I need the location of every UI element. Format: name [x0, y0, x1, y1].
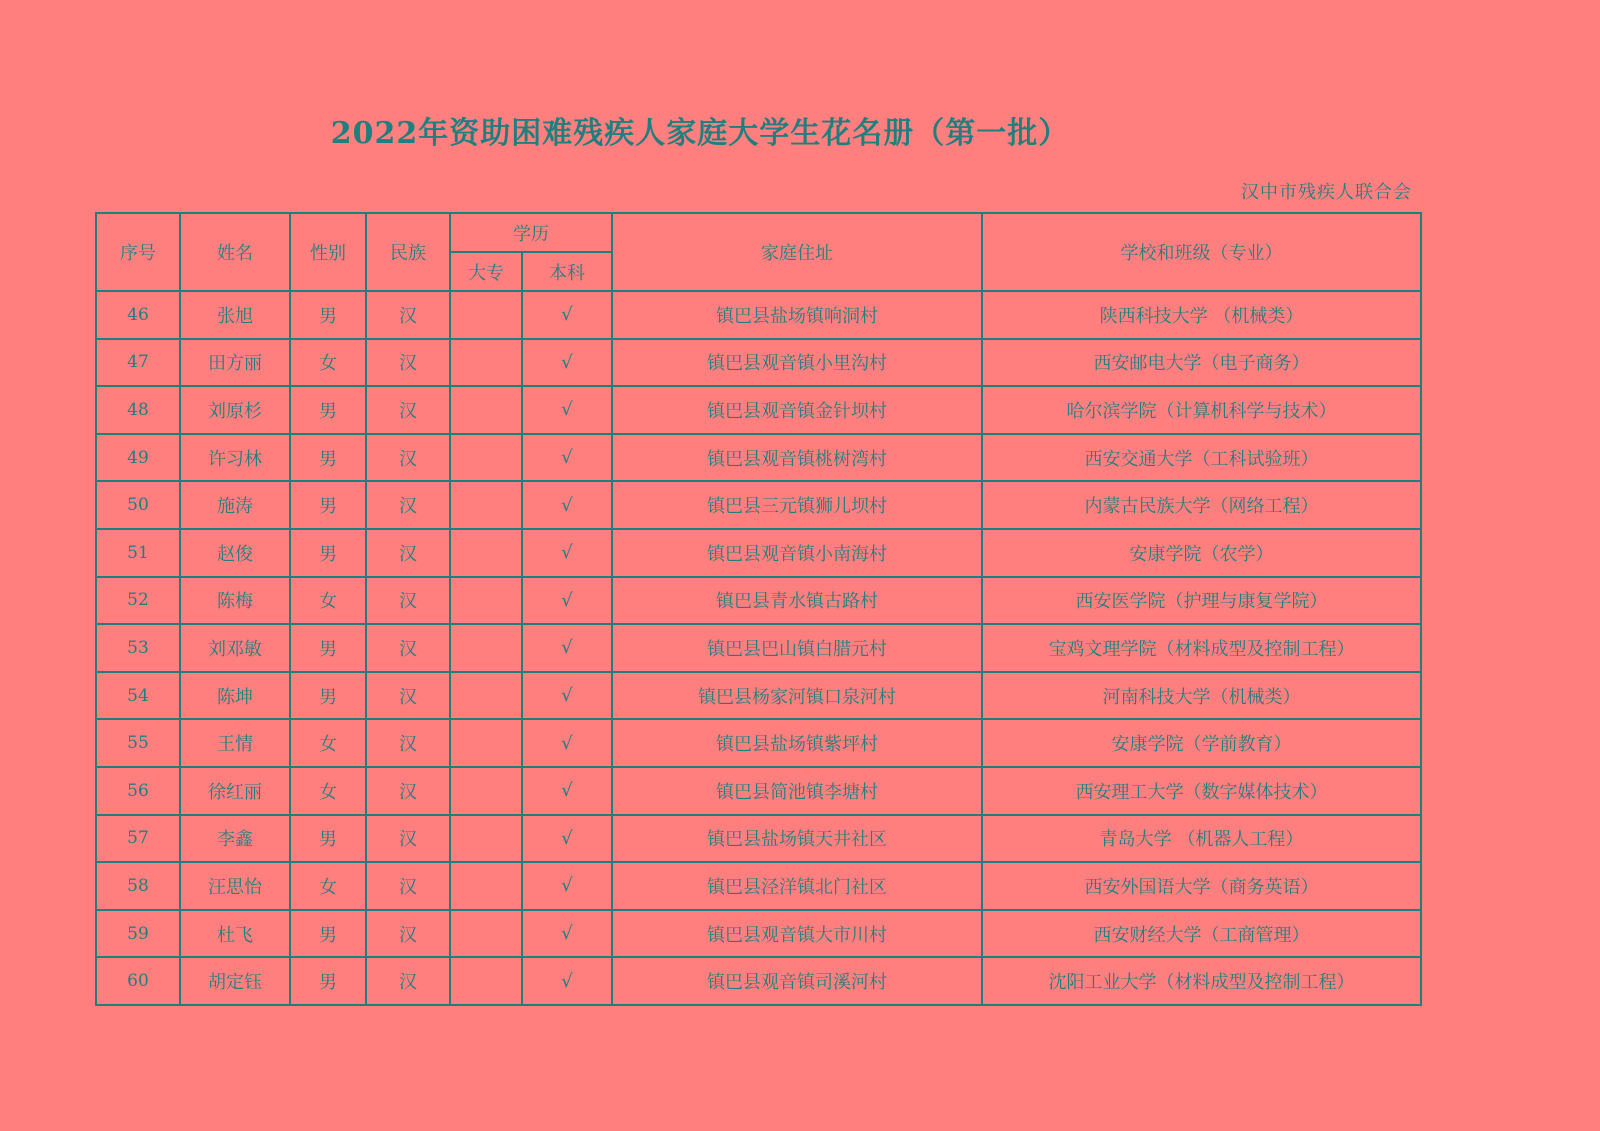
table-row: [96, 481, 1421, 529]
table-row: [96, 862, 1421, 910]
cell-undergraduate: √: [522, 862, 612, 910]
table-row: [96, 339, 1421, 387]
cell-school: 宝鸡文理学院（材料成型及控制工程）: [982, 624, 1421, 672]
cell-ethnicity: 汉: [366, 910, 450, 958]
table-row: [96, 624, 1421, 672]
cell-junior-college: [450, 481, 522, 529]
cell-index: 59: [96, 910, 180, 958]
cell-school: 西安邮电大学（电子商务）: [982, 339, 1421, 387]
table-row: [96, 719, 1421, 767]
cell-address: 镇巴县巴山镇白腊元村: [612, 624, 982, 672]
cell-ethnicity: 汉: [366, 386, 450, 434]
cell-index: 53: [96, 624, 180, 672]
cell-junior-college: [450, 386, 522, 434]
cell-gender: 男: [290, 291, 366, 339]
cell-ethnicity: 汉: [366, 672, 450, 720]
student-roster-table: [95, 212, 1422, 1006]
cell-name: 张旭: [180, 291, 290, 339]
cell-name: 李鑫: [180, 815, 290, 863]
cell-school: 西安外国语大学（商务英语）: [982, 862, 1421, 910]
cell-undergraduate: √: [522, 672, 612, 720]
cell-name: 陈梅: [180, 577, 290, 625]
table-row: [96, 386, 1421, 434]
organization-name: 汉中市残疾人联合会: [1241, 182, 1412, 203]
table-row: [96, 910, 1421, 958]
table-header-row: [96, 213, 1421, 252]
cell-index: 47: [96, 339, 180, 387]
cell-index: 48: [96, 386, 180, 434]
cell-gender: 男: [290, 815, 366, 863]
page-title: 2022年资助困难残疾人家庭大学生花名册（第一批）: [330, 116, 1070, 151]
cell-address: 镇巴县观音镇小南海村: [612, 529, 982, 577]
cell-address: 镇巴县盐场镇天井社区: [612, 815, 982, 863]
cell-name: 刘原杉: [180, 386, 290, 434]
cell-name: 施涛: [180, 481, 290, 529]
cell-school: 沈阳工业大学（材料成型及控制工程）: [982, 957, 1421, 1005]
cell-name: 王情: [180, 719, 290, 767]
cell-address: 镇巴县观音镇司溪河村: [612, 957, 982, 1005]
header-index: 序号: [96, 213, 180, 291]
cell-index: 57: [96, 815, 180, 863]
cell-name: 田方丽: [180, 339, 290, 387]
cell-junior-college: [450, 339, 522, 387]
cell-junior-college: [450, 577, 522, 625]
cell-undergraduate: √: [522, 386, 612, 434]
table-row: [96, 957, 1421, 1005]
cell-ethnicity: 汉: [366, 815, 450, 863]
cell-ethnicity: 汉: [366, 624, 450, 672]
cell-address: 镇巴县青水镇古路村: [612, 577, 982, 625]
header-school: 学校和班级（专业）: [982, 213, 1421, 291]
cell-index: 54: [96, 672, 180, 720]
cell-school: 西安交通大学（工科试验班）: [982, 434, 1421, 482]
cell-junior-college: [450, 767, 522, 815]
cell-gender: 男: [290, 386, 366, 434]
header-education: 学历: [450, 213, 612, 252]
cell-ethnicity: 汉: [366, 719, 450, 767]
cell-junior-college: [450, 434, 522, 482]
cell-school: 青岛大学 （机器人工程）: [982, 815, 1421, 863]
cell-undergraduate: √: [522, 624, 612, 672]
cell-junior-college: [450, 910, 522, 958]
cell-junior-college: [450, 624, 522, 672]
table-row: [96, 529, 1421, 577]
cell-gender: 女: [290, 767, 366, 815]
cell-gender: 女: [290, 862, 366, 910]
cell-name: 徐红丽: [180, 767, 290, 815]
cell-gender: 女: [290, 339, 366, 387]
cell-address: 镇巴县三元镇狮儿坝村: [612, 481, 982, 529]
cell-undergraduate: √: [522, 910, 612, 958]
cell-gender: 女: [290, 719, 366, 767]
cell-undergraduate: √: [522, 815, 612, 863]
cell-undergraduate: √: [522, 767, 612, 815]
cell-ethnicity: 汉: [366, 291, 450, 339]
table-row: [96, 767, 1421, 815]
cell-gender: 男: [290, 957, 366, 1005]
header-name: 姓名: [180, 213, 290, 291]
cell-ethnicity: 汉: [366, 767, 450, 815]
cell-index: 55: [96, 719, 180, 767]
cell-school: 内蒙古民族大学（网络工程）: [982, 481, 1421, 529]
cell-gender: 女: [290, 577, 366, 625]
cell-school: 安康学院（学前教育）: [982, 719, 1421, 767]
cell-undergraduate: √: [522, 577, 612, 625]
header-ethnicity: 民族: [366, 213, 450, 291]
cell-index: 46: [96, 291, 180, 339]
cell-name: 汪思怡: [180, 862, 290, 910]
cell-junior-college: [450, 291, 522, 339]
cell-school: 西安财经大学（工商管理）: [982, 910, 1421, 958]
cell-index: 58: [96, 862, 180, 910]
cell-undergraduate: √: [522, 434, 612, 482]
cell-junior-college: [450, 957, 522, 1005]
cell-junior-college: [450, 862, 522, 910]
header-undergraduate: 本科: [522, 252, 612, 291]
cell-gender: 男: [290, 481, 366, 529]
table-row: [96, 434, 1421, 482]
cell-school: 西安医学院（护理与康复学院）: [982, 577, 1421, 625]
cell-school: 安康学院（农学）: [982, 529, 1421, 577]
cell-address: 镇巴县观音镇大市川村: [612, 910, 982, 958]
cell-address: 镇巴县观音镇金针坝村: [612, 386, 982, 434]
cell-undergraduate: √: [522, 957, 612, 1005]
cell-gender: 男: [290, 672, 366, 720]
cell-undergraduate: √: [522, 481, 612, 529]
cell-index: 60: [96, 957, 180, 1005]
cell-address: 镇巴县杨家河镇口泉河村: [612, 672, 982, 720]
cell-gender: 男: [290, 624, 366, 672]
cell-junior-college: [450, 529, 522, 577]
cell-ethnicity: 汉: [366, 957, 450, 1005]
cell-gender: 男: [290, 434, 366, 482]
cell-index: 51: [96, 529, 180, 577]
cell-name: 杜飞: [180, 910, 290, 958]
cell-name: 许习林: [180, 434, 290, 482]
cell-ethnicity: 汉: [366, 577, 450, 625]
table-body: [96, 291, 1421, 1005]
cell-address: 镇巴县泾洋镇北门社区: [612, 862, 982, 910]
cell-address: 镇巴县观音镇桃树湾村: [612, 434, 982, 482]
cell-junior-college: [450, 672, 522, 720]
cell-junior-college: [450, 719, 522, 767]
cell-undergraduate: √: [522, 291, 612, 339]
cell-name: 赵俊: [180, 529, 290, 577]
cell-address: 镇巴县盐场镇紫坪村: [612, 719, 982, 767]
cell-school: 西安理工大学（数字媒体技术）: [982, 767, 1421, 815]
cell-index: 52: [96, 577, 180, 625]
cell-address: 镇巴县简池镇李塘村: [612, 767, 982, 815]
cell-school: 陕西科技大学 （机械类）: [982, 291, 1421, 339]
cell-ethnicity: 汉: [366, 339, 450, 387]
cell-index: 56: [96, 767, 180, 815]
cell-gender: 男: [290, 529, 366, 577]
table-row: [96, 672, 1421, 720]
cell-school: 哈尔滨学院（计算机科学与技术）: [982, 386, 1421, 434]
cell-index: 49: [96, 434, 180, 482]
cell-name: 陈坤: [180, 672, 290, 720]
table-row: [96, 577, 1421, 625]
table-row: [96, 291, 1421, 339]
header-address: 家庭住址: [612, 213, 982, 291]
cell-name: 胡定钰: [180, 957, 290, 1005]
header-junior-college: 大专: [450, 252, 522, 291]
cell-ethnicity: 汉: [366, 529, 450, 577]
cell-address: 镇巴县盐场镇响洞村: [612, 291, 982, 339]
cell-index: 50: [96, 481, 180, 529]
cell-undergraduate: √: [522, 529, 612, 577]
cell-name: 刘邓敏: [180, 624, 290, 672]
cell-junior-college: [450, 815, 522, 863]
table-row: [96, 815, 1421, 863]
cell-ethnicity: 汉: [366, 434, 450, 482]
cell-address: 镇巴县观音镇小里沟村: [612, 339, 982, 387]
header-gender: 性别: [290, 213, 366, 291]
cell-gender: 男: [290, 910, 366, 958]
cell-school: 河南科技大学（机械类）: [982, 672, 1421, 720]
cell-undergraduate: √: [522, 339, 612, 387]
cell-undergraduate: √: [522, 719, 612, 767]
cell-ethnicity: 汉: [366, 481, 450, 529]
cell-ethnicity: 汉: [366, 862, 450, 910]
